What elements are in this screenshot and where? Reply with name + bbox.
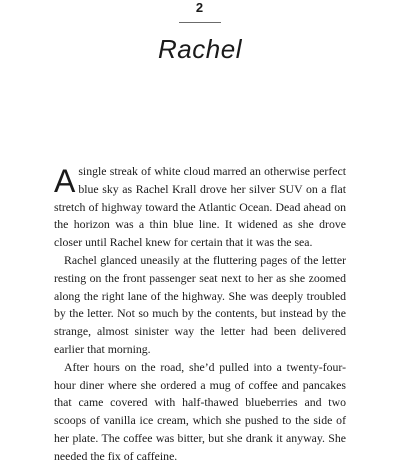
- drop-cap: A: [54, 163, 76, 199]
- paragraph-3: After hours on the road, she’d pulled into a twenty-four-hour diner where she ordered a mug of coffee and pancakes that came covered with half-thawed blueberries and two scoops of vanilla ice cream, which she pushed to the side of her plate. The coffee was bitter, but she drank it anyway. She needed the fix of caffeine.: [54, 359, 346, 463]
- paragraph-1: [54, 163, 346, 252]
- paragraph-1-text: single streak of white cloud marred an otherwise perfect blue sky as Rachel Krall drove her silver SUV on a flat stretch of highway toward the Atlantic Ocean. Dead ahead on the horizon was a thin blue line. It widened as she drove closer until Rachel knew for certain that it was the sea.: [54, 164, 346, 250]
- paragraph-2: Rachel glanced uneasily at the fluttering pages of the letter resting on the front passenger seat next to her as she zoomed along the right lane of the highway. She was deeply troubled by the letter. Not so much by the contents, but instead by the strange, almost sinister way the letter had been delivered earlier that morning.: [54, 252, 346, 356]
- chapter-number: 2: [195, 0, 205, 15]
- chapter-divider: [179, 22, 221, 23]
- chapter-title: Rachel: [158, 34, 242, 64]
- chapter-body: [54, 163, 346, 466]
